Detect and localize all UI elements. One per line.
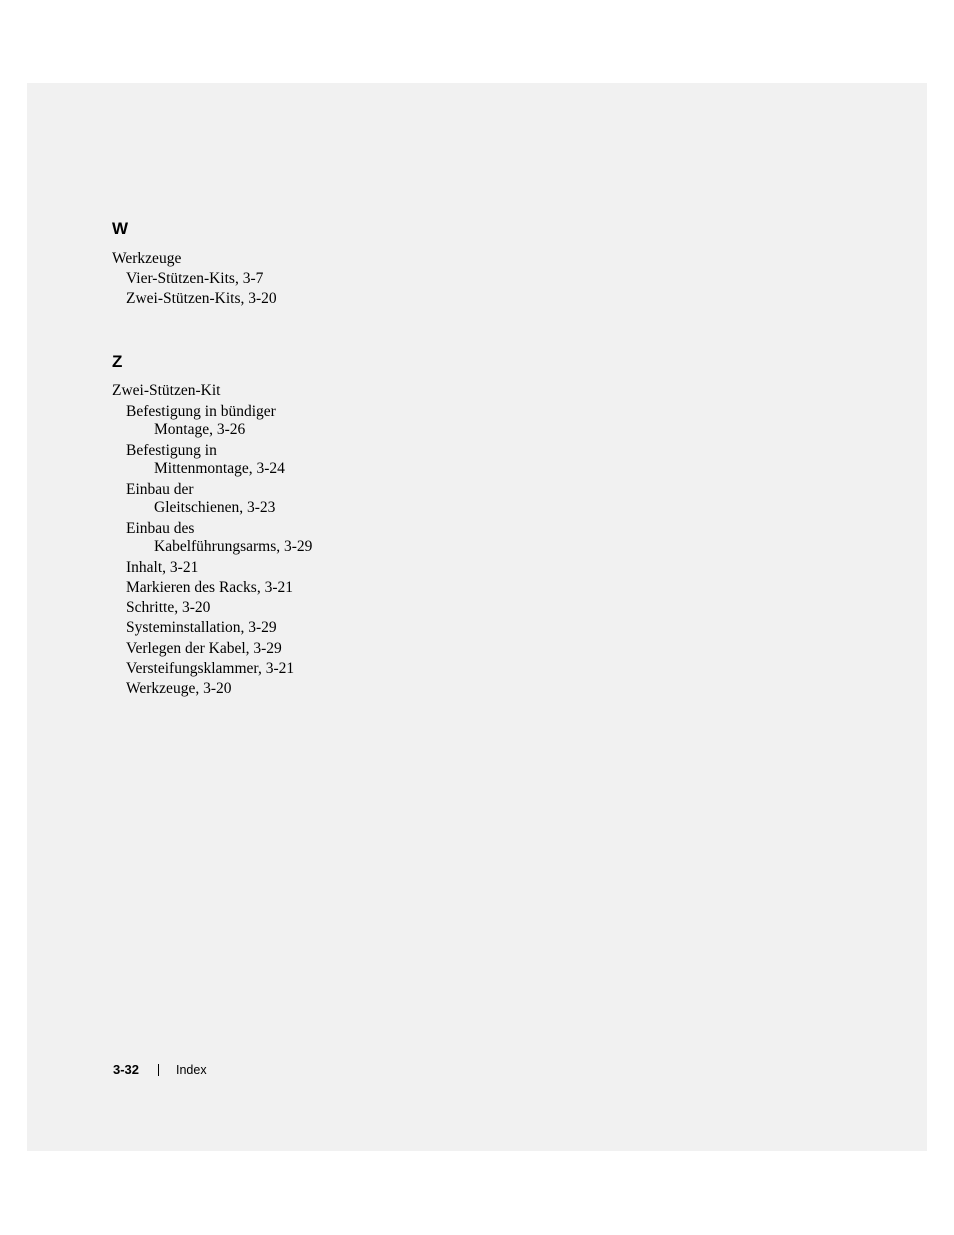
index-subentry-continuation: Mittenmontage, 3-24 bbox=[154, 460, 285, 477]
index-subentry-continuation: Gleitschienen, 3-23 bbox=[154, 499, 276, 516]
index-letter-w: W bbox=[112, 219, 129, 238]
index-subentry: Systeminstallation, 3-29 bbox=[126, 619, 277, 636]
index-subentry-continuation: Kabelführungsarms, 3-29 bbox=[154, 538, 313, 555]
index-subentry: Werkzeuge, 3-20 bbox=[126, 680, 232, 697]
index-subentry: Befestigung in bbox=[126, 442, 217, 459]
index-subentry: Befestigung in bündiger bbox=[126, 403, 276, 420]
footer-section-label: Index bbox=[176, 1063, 207, 1077]
index-term-zwei-stuetzen-kit: Zwei-Stützen-Kit bbox=[112, 382, 221, 399]
index-subentry: Inhalt, 3-21 bbox=[126, 559, 199, 576]
index-subentry: Markieren des Racks, 3-21 bbox=[126, 579, 294, 596]
index-term-werkzeuge: Werkzeuge bbox=[112, 250, 182, 267]
page-background bbox=[27, 83, 927, 1151]
index-subentry: Vier-Stützen-Kits, 3-7 bbox=[126, 270, 264, 287]
index-subentry: Einbau des bbox=[126, 520, 195, 537]
index-letter-z: Z bbox=[112, 352, 123, 371]
index-subentry: Schritte, 3-20 bbox=[126, 599, 211, 616]
index-subentry: Verlegen der Kabel, 3-29 bbox=[126, 640, 282, 657]
page-number: 3-32 bbox=[113, 1062, 140, 1077]
index-subentry: Versteifungsklammer, 3-21 bbox=[126, 660, 295, 677]
index-subentry-continuation: Montage, 3-26 bbox=[154, 421, 246, 438]
index-subentry: Einbau der bbox=[126, 481, 194, 498]
footer-divider bbox=[158, 1064, 159, 1076]
index-subentry: Zwei-Stützen-Kits, 3-20 bbox=[126, 290, 277, 307]
